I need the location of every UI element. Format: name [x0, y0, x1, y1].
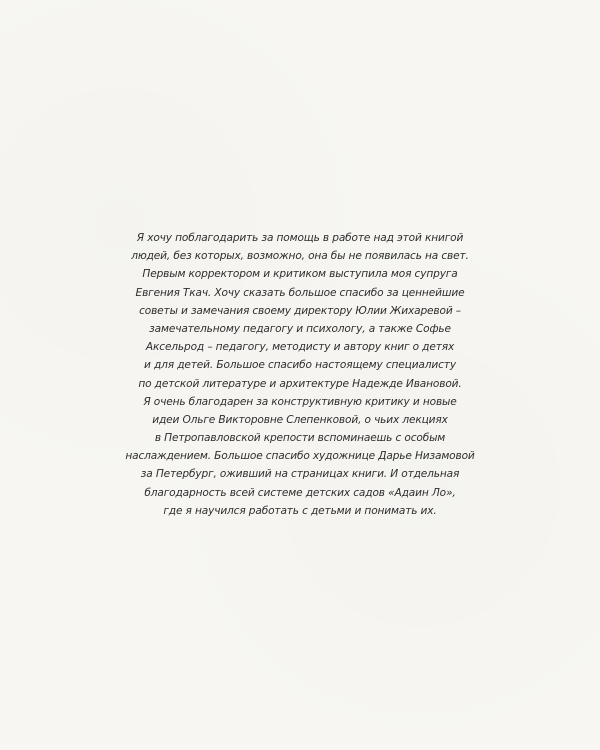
text-line: в Петропавловской крепости вспоминаешь с особым	[154, 432, 446, 445]
text-line: и для детей. Большое спасибо настоящему специалисту	[144, 359, 456, 372]
acknowledgement-paragraph	[100, 229, 500, 520]
text-line: наслаждением. Большое спасибо художнице Дарье Низамовой	[125, 450, 475, 463]
text-line: замечательному педагогу и психологу, а также Софье	[149, 322, 451, 335]
text-line: Аксельрод – педагогу, методисту и автору книг о детях	[145, 341, 455, 354]
text-line: благодарность всей системе детских садов «Адаин Ло»,	[144, 486, 456, 499]
text-line: людей, без которых, возможно, она бы не появилась на свет.	[131, 250, 469, 263]
text-line: по детской литературе и архитектуре Надежде Ивановой.	[138, 377, 462, 390]
text-line: Первым корректором и критиком выступила моя супруга	[142, 268, 458, 281]
text-line: за Петербург, оживший на страницах книги. И отдельная	[140, 468, 460, 481]
text-line: Евгения Ткач. Хочу сказать большое спасибо за ценнейшие	[135, 286, 465, 299]
text-line: Я очень благодарен за конструктивную критику и новые	[143, 395, 457, 408]
text-line: Я хочу поблагодарить за помощь в работе над этой книгой	[136, 232, 464, 244]
text-line: советы и замечания своему директору Юлии Жихаревой –	[139, 304, 461, 317]
text-line: идеи Ольге Викторовне Слепенковой, о чьих лекциях	[152, 413, 448, 426]
text-line: где я научился работать с детьми и понимать их.	[163, 504, 437, 517]
